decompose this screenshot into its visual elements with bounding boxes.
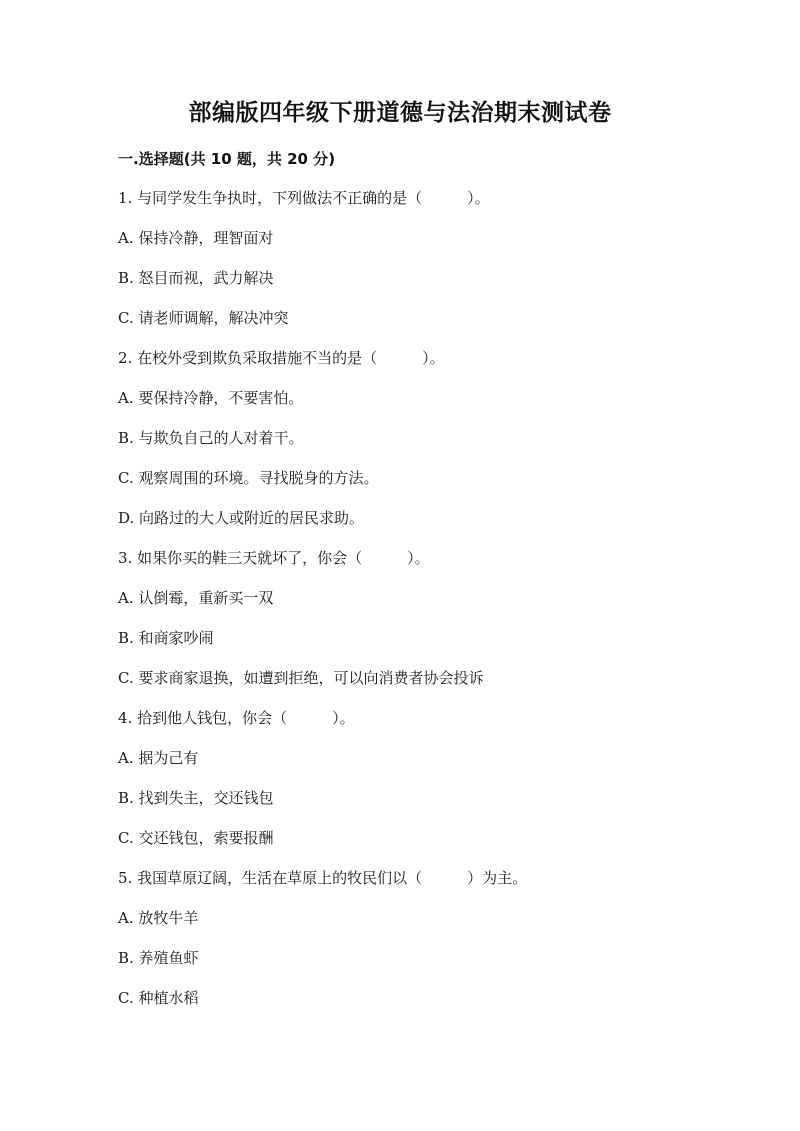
answer-option: C. 交还钱包，索要报酬: [118, 829, 274, 847]
answer-option: B. 与欺负自己的人对着干。: [118, 429, 304, 447]
section-heading: 一.选择题(共 10 题，共 20 分): [118, 150, 336, 168]
answer-option: A. 保持冷静，理智面对: [118, 229, 274, 247]
question-stem: 4. 拾到他人钱包，你会（ ）。: [118, 709, 355, 727]
answer-option: C. 观察周围的环境。寻找脱身的方法。: [118, 469, 379, 487]
question-list: [118, 186, 718, 1026]
answer-option: A. 要保持冷静，不要害怕。: [118, 389, 304, 407]
answer-option: B. 和商家吵闹: [118, 629, 214, 647]
answer-option: A. 据为己有: [118, 749, 199, 767]
question-stem: 2. 在校外受到欺负采取措施不当的是（ ）。: [118, 349, 445, 367]
question-stem: 5. 我国草原辽阔，生活在草原上的牧民们以（ ）为主。: [118, 869, 528, 887]
answer-option: A. 认倒霉，重新买一双: [118, 589, 274, 607]
question-stem: 1. 与同学发生争执时，下列做法不正确的是（ ）。: [118, 189, 490, 207]
answer-option: A. 放牧牛羊: [118, 909, 199, 927]
question-stem: 3. 如果你买的鞋三天就坏了，你会（ ）。: [118, 549, 430, 567]
answer-option: C. 要求商家退换，如遭到拒绝，可以向消费者协会投诉: [118, 669, 484, 687]
answer-option: B. 养殖鱼虾: [118, 949, 199, 967]
answer-option: C. 种植水稻: [118, 989, 199, 1007]
answer-option: B. 怒目而视，武力解决: [118, 269, 274, 287]
answer-option: B. 找到失主，交还钱包: [118, 789, 274, 807]
answer-option: C. 请老师调解，解决冲突: [118, 309, 289, 327]
page-title: 部编版四年级下册道德与法治期末测试卷: [188, 100, 612, 126]
answer-option: D. 向路过的大人或附近的居民求助。: [118, 509, 365, 527]
